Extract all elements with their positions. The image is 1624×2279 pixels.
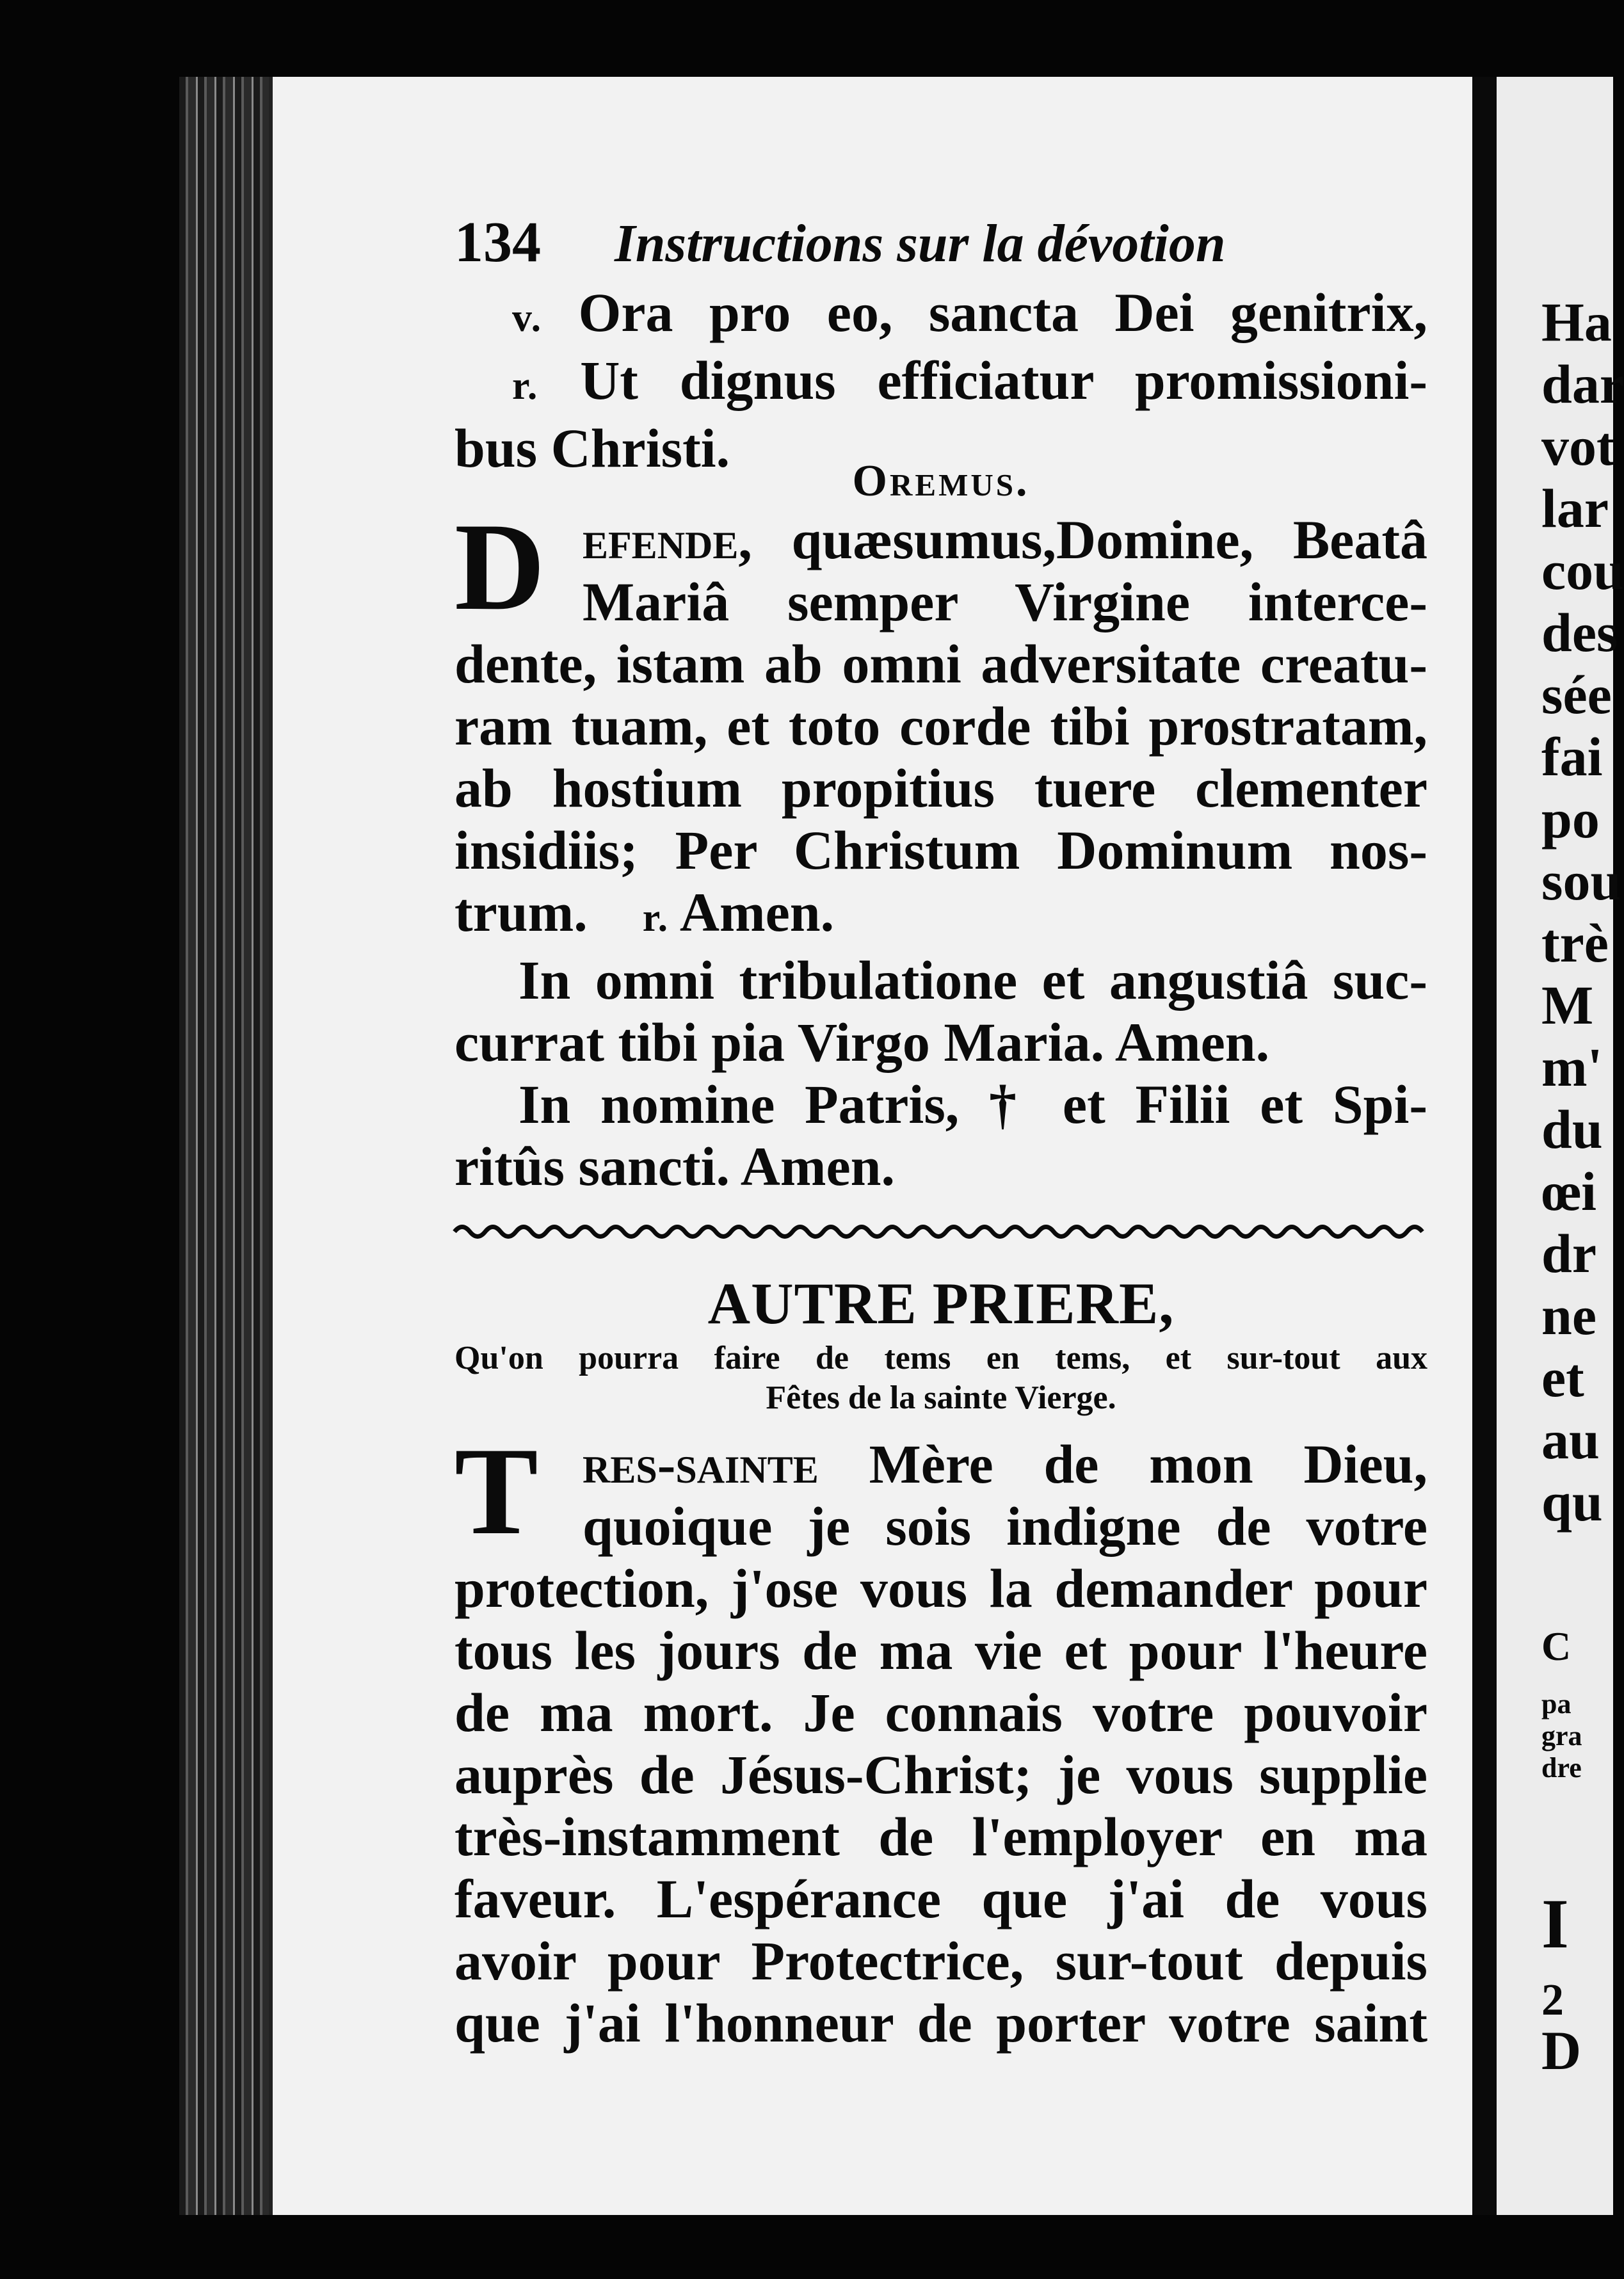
facing-text-fragment: lar	[1541, 478, 1609, 539]
facing-text-fragment: cou	[1541, 540, 1624, 601]
text-line	[454, 882, 1427, 949]
subtitle-line: Qu'on pourra faire de tems en tems, et sur-tout aux	[454, 1340, 1427, 1376]
facing-text-fragment: Ha	[1541, 291, 1612, 353]
facing-text-fragment: trè	[1541, 912, 1609, 974]
text-line: In omni tribulatione et angustiâ suc-	[519, 949, 1427, 1011]
response-text: Ut dignus efficiatur promissioni-	[580, 350, 1427, 411]
facing-text-fragment: po	[1541, 788, 1600, 850]
text-line: de ma mort. Je connais votre pouvoir	[454, 1682, 1427, 1743]
text-line: In nomine Patris, † et Filii et Spi-	[519, 1074, 1427, 1135]
facing-text-fragment: dre	[1541, 1752, 1582, 1784]
text-line: ab hostium propitius tuere clementer	[454, 757, 1427, 819]
facing-text-fragment: au	[1541, 1409, 1600, 1470]
facing-text-fragment: C	[1541, 1623, 1572, 1669]
line-text: quæsumus,Domine, Beatâ	[791, 509, 1427, 570]
facing-text-fragment: vot	[1541, 415, 1615, 477]
drop-cap: D	[454, 497, 545, 636]
text-line	[454, 509, 1427, 571]
facing-text-fragment: qu	[1541, 1471, 1603, 1533]
section-title: AUTRE PRIERE,	[707, 1271, 1175, 1336]
drop-cap: T	[454, 1422, 538, 1561]
facing-text-fragment: gra	[1541, 1720, 1582, 1752]
facing-text-fragment: des	[1541, 602, 1618, 663]
lead-word: res-sainte	[583, 1433, 819, 1495]
text-line: dente, istam ab omni adversitate creatu-	[454, 633, 1427, 695]
facing-text-fragment: M	[1541, 974, 1594, 1036]
response-line	[454, 350, 1427, 417]
facing-text-fragment: 2	[1541, 1976, 1564, 2025]
text-line: faveur. L'espérance que j'ai de vous	[454, 1868, 1427, 1929]
facing-text-fragment: dr	[1541, 1223, 1596, 1284]
text-line: currat tibi pia Virgo Maria. Amen.	[454, 1011, 1270, 1073]
facing-text-fragment: m'	[1541, 1036, 1603, 1098]
facing-text-fragment: œi	[1541, 1161, 1596, 1222]
versicle-text: Ora pro eo, sancta Dei genitrix,	[578, 282, 1427, 343]
versicle-line	[454, 282, 1427, 350]
facing-text-fragment: pa	[1541, 1688, 1572, 1719]
wavy-rule-ornament	[454, 1221, 1427, 1243]
page-number: 134	[454, 211, 541, 274]
facing-text-fragment: et	[1541, 1347, 1584, 1408]
facing-text-fragment: D	[1541, 2020, 1582, 2081]
page-text-block	[454, 211, 1427, 2054]
text-line: Mariâ semper Virgine interce-	[583, 571, 1427, 632]
text-line: tous les jours de ma vie et pour l'heure	[454, 1620, 1427, 1681]
response-mark: r.	[642, 896, 670, 940]
lead-word: efende,	[583, 509, 752, 570]
prayer-paragraph	[454, 497, 1427, 949]
facing-text-fragment: sée	[1541, 664, 1612, 725]
facing-text-fragment: sou	[1541, 850, 1621, 912]
text-line: protection, j'ose vous la demander pour	[454, 1558, 1427, 1619]
text-line: que j'ai l'honneur de porter votre saint	[454, 1992, 1427, 2054]
response-line: bus Christi.	[454, 417, 730, 479]
response-mark: r.	[512, 364, 539, 408]
book-gutter	[1472, 77, 1497, 2215]
section-subtitle	[454, 1339, 1427, 1418]
facing-text-fragment: I	[1541, 1885, 1569, 1963]
facing-text-fragment: ne	[1541, 1285, 1596, 1346]
subtitle-line: Fêtes de la sainte Vierge.	[766, 1380, 1116, 1416]
text-line: ram tuam, et toto corde tibi prostratam,	[454, 695, 1427, 757]
text-line: ritûs sancti. Amen.	[454, 1136, 895, 1197]
text-line: très-instamment de l'employer en ma	[454, 1806, 1427, 1867]
oremus-heading: Oremus.	[852, 456, 1030, 506]
text-line: quoique je sois indigne de votre	[583, 1495, 1427, 1557]
line-text: Amen.	[679, 882, 835, 943]
text-line	[454, 1433, 1427, 1495]
text-line: insidiis; Per Christum Dominum nos-	[454, 819, 1427, 881]
text-line: auprès de Jésus-Christ; je vous supplie	[454, 1744, 1427, 1805]
prayer-paragraph	[454, 1422, 1427, 2054]
line-text: trum.	[454, 882, 588, 943]
facing-page-fragment	[1497, 77, 1624, 2215]
text-line: avoir pour Protectrice, sur-tout depuis	[454, 1930, 1427, 1992]
facing-text-fragment: du	[1541, 1099, 1603, 1160]
facing-text-fragment: dar	[1541, 353, 1624, 415]
running-title: Instructions sur la dévotion	[615, 214, 1226, 273]
running-head	[454, 211, 1427, 282]
line-text: Mère de mon Dieu,	[869, 1433, 1427, 1495]
facing-text-fragment: fai	[1541, 726, 1603, 787]
versicle-mark: v.	[512, 296, 543, 340]
